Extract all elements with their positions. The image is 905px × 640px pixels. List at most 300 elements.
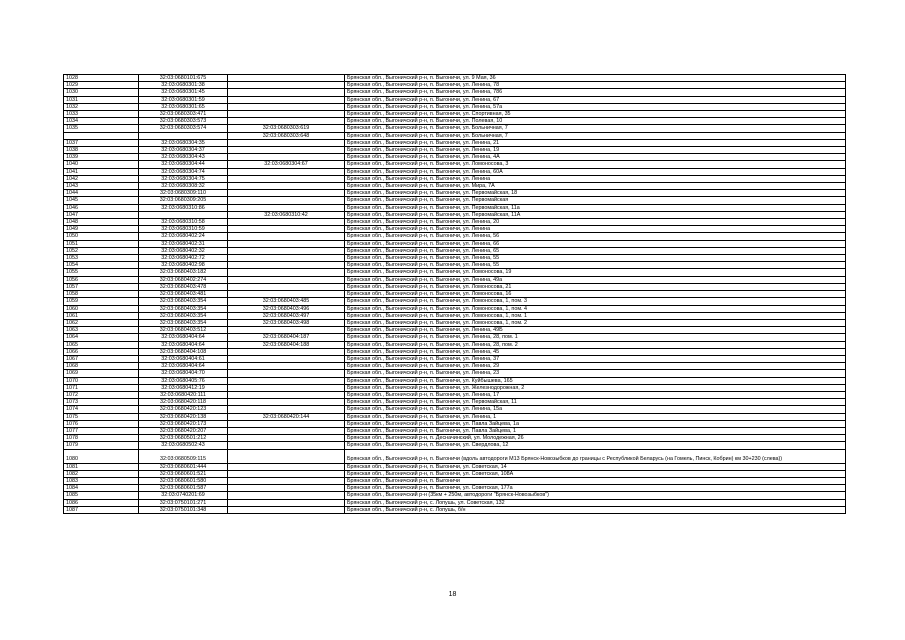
address: Брянская обл., Выгоничский р-н, п. Выгоничи, ул. Больничная, 7 bbox=[345, 125, 846, 132]
cadastral-number: 32:03:0680403:512 bbox=[139, 327, 228, 334]
row-number: 1061 bbox=[64, 312, 139, 319]
related-cadastral-number bbox=[228, 492, 345, 499]
row-number bbox=[64, 132, 139, 139]
cadastral-number: 32:03:0680301:45 bbox=[139, 89, 228, 96]
cadastral-number: 32:03:0680601:521 bbox=[139, 470, 228, 477]
related-cadastral-number: 32:03:0680304:67 bbox=[228, 161, 345, 168]
table-row bbox=[64, 103, 846, 110]
row-number: 1082 bbox=[64, 470, 139, 477]
table-row bbox=[64, 327, 846, 334]
address: Брянская обл., Выгоничский р-н, п. Выгоничи, ул. Ленина, 20 bbox=[345, 219, 846, 226]
row-number: 1057 bbox=[64, 283, 139, 290]
cadastral-number: 32:03:0680404:108 bbox=[139, 348, 228, 355]
cadastral-number: 32:03:0680303:574 bbox=[139, 125, 228, 132]
table-row bbox=[64, 111, 846, 118]
row-number: 1060 bbox=[64, 305, 139, 312]
address: Брянская обл., Выгоничский р-н, п. Выгоничи, ул. Ломоносова, 1, пом. 2 bbox=[345, 319, 846, 326]
related-cadastral-number bbox=[228, 348, 345, 355]
table-row bbox=[64, 283, 846, 290]
address: Брянская обл., Выгоничский р-н, п. Выгоничи, ул. 9 Мая, 36 bbox=[345, 75, 846, 82]
table-row bbox=[64, 406, 846, 413]
related-cadastral-number bbox=[228, 420, 345, 427]
address: Брянская обл., Выгоничский р-н, п. Выгоничи, ул. Ленина, 66 bbox=[345, 240, 846, 247]
row-number: 1030 bbox=[64, 89, 139, 96]
table-row bbox=[64, 341, 846, 348]
cadastral-number: 32:03:0680420:118 bbox=[139, 399, 228, 406]
table-row bbox=[64, 298, 846, 305]
address: Брянская обл., Выгоничский р-н, п. Выгоничи, ул. Ленина, 49Б bbox=[345, 327, 846, 334]
cadastral-number: 32:03:0680304:37 bbox=[139, 147, 228, 154]
table-row bbox=[64, 442, 846, 449]
related-cadastral-number bbox=[228, 427, 345, 434]
related-cadastral-number: 32:03:0680403:496 bbox=[228, 305, 345, 312]
related-cadastral-number bbox=[228, 175, 345, 182]
table-row bbox=[64, 89, 846, 96]
row-number: 1029 bbox=[64, 82, 139, 89]
cadastral-number: 32:03:0680403:354 bbox=[139, 312, 228, 319]
row-number: 1076 bbox=[64, 420, 139, 427]
related-cadastral-number bbox=[228, 370, 345, 377]
table-row bbox=[64, 190, 846, 197]
cadastral-number: 32:03:0680404:61 bbox=[139, 355, 228, 362]
address: Брянская обл., Выгоничский р-н, п. Выгоничи, ул. Ленина, 19 bbox=[345, 147, 846, 154]
cadastral-number: 32:03:0680420:111 bbox=[139, 391, 228, 398]
row-number: 1081 bbox=[64, 463, 139, 470]
table-row bbox=[64, 470, 846, 477]
related-cadastral-number bbox=[228, 391, 345, 398]
related-cadastral-number bbox=[228, 103, 345, 110]
related-cadastral-number bbox=[228, 506, 345, 513]
related-cadastral-number bbox=[228, 377, 345, 384]
row-number: 1028 bbox=[64, 75, 139, 82]
address: Брянская обл., Выгоничский р-н, п. Выгоничи, ул. Советская, 14 bbox=[345, 463, 846, 470]
related-cadastral-number bbox=[228, 247, 345, 254]
table-row bbox=[64, 233, 846, 240]
address: Брянская обл., Выгоничский р-н (35км + 250м, автодороги "Брянск-Новозыбков") bbox=[345, 492, 846, 499]
cadastral-number: 32:03:0680403:478 bbox=[139, 283, 228, 290]
address: Брянская обл., Выгоничский р-н, п. Выгоничи, ул. Ленина bbox=[345, 175, 846, 182]
row-number: 1032 bbox=[64, 103, 139, 110]
address: Брянская обл., Выгоничский р-н, п. Выгоничи, ул. Железнодорожная, 2 bbox=[345, 384, 846, 391]
related-cadastral-number bbox=[228, 240, 345, 247]
cadastral-number: 32:03:0680402:31 bbox=[139, 240, 228, 247]
table-row bbox=[64, 499, 846, 506]
related-cadastral-number bbox=[228, 435, 345, 442]
table-row bbox=[64, 147, 846, 154]
related-cadastral-number bbox=[228, 477, 345, 484]
row-number: 1043 bbox=[64, 183, 139, 190]
table-row bbox=[64, 334, 846, 341]
table-row bbox=[64, 82, 846, 89]
row-number: 1038 bbox=[64, 147, 139, 154]
related-cadastral-number: 32:03:0680403:485 bbox=[228, 298, 345, 305]
address: Брянская обл., Выгоничский р-н, п. Выгоничи, ул. Ленина, 1 bbox=[345, 413, 846, 420]
address: Брянская обл., Выгоничский р-н, п. Выгоничи, ул. Павла Зайцева, 1а bbox=[345, 420, 846, 427]
table-row bbox=[64, 255, 846, 262]
cadastral-number bbox=[139, 211, 228, 218]
related-cadastral-number bbox=[228, 75, 345, 82]
cadastral-number: 32:03:0680301:59 bbox=[139, 96, 228, 103]
address: Брянская обл., Выгоничский р-н, п. Выгоничи, ул. Ломоносова, 1, пом. 4 bbox=[345, 305, 846, 312]
cadastral-number: 32:03:0680420:138 bbox=[139, 413, 228, 420]
cadastral-number: 32:03:0680308:32 bbox=[139, 183, 228, 190]
table-row bbox=[64, 449, 846, 463]
table-row bbox=[64, 139, 846, 146]
cadastral-number: 32:03:0680404:64 bbox=[139, 341, 228, 348]
row-number: 1045 bbox=[64, 197, 139, 204]
address: Брянская обл., Выгоничский р-н, п. Выгоничи, ул. Советская, 108А bbox=[345, 470, 846, 477]
related-cadastral-number bbox=[228, 499, 345, 506]
table-row bbox=[64, 506, 846, 513]
row-number: 1085 bbox=[64, 492, 139, 499]
table-row bbox=[64, 370, 846, 377]
related-cadastral-number bbox=[228, 89, 345, 96]
address: Брянская обл., Выгоничский р-н, с. Лопушь, б/н bbox=[345, 506, 846, 513]
table-row bbox=[64, 125, 846, 132]
related-cadastral-number: 32:03:0680310:42 bbox=[228, 211, 345, 218]
table-row bbox=[64, 348, 846, 355]
related-cadastral-number bbox=[228, 442, 345, 449]
address: Брянская обл., Выгоничский р-н, п. Выгоничи, ул. Свердлова, 12 bbox=[345, 442, 846, 449]
address: Брянская обл., Выгоничский р-н, п. Выгоничи, ул. Ленина, 28, пом. 2 bbox=[345, 341, 846, 348]
address: Брянская обл., Выгоничский р-н, п. Выгоничи, ул. Ломоносова, 1, пом. 3 bbox=[345, 298, 846, 305]
address: Брянская обл., Выгоничский р-н, п. Выгоничи, ул. Ломоносова, 19 bbox=[345, 269, 846, 276]
address: Брянская обл., Выгоничский р-н, п. Выгоничи, ул. Ленина, 28, пом. 1 bbox=[345, 334, 846, 341]
table-row bbox=[64, 477, 846, 484]
address: Брянская обл., Выгоничский р-н, п. Выгоничи, ул. Ленина, 78 bbox=[345, 82, 846, 89]
cadastral-number: 32:03:0680404:64 bbox=[139, 363, 228, 370]
address: Брянская обл., Выгоничский р-н, п. Выгоничи, ул. Ленина bbox=[345, 226, 846, 233]
table-row bbox=[64, 276, 846, 283]
address: Брянская обл., Выгоничский р-н, п. Выгоничи, ул. Больничная, 7 bbox=[345, 132, 846, 139]
table-row bbox=[64, 485, 846, 492]
address: Брянская обл., Выгоничский р-н, п. Выгоничи, ул. Павла Зайцева, 1 bbox=[345, 427, 846, 434]
address: Брянская обл., Выгоничский р-н, п. Выгоничи, ул. Ленина, 29 bbox=[345, 363, 846, 370]
related-cadastral-number: 32:03:0680420:144 bbox=[228, 413, 345, 420]
page-number: 18 bbox=[448, 591, 457, 598]
row-number: 1071 bbox=[64, 384, 139, 391]
address: Брянская обл., Выгоничский р-н, п. Выгоничи, ул. Ломоносова, 21 bbox=[345, 283, 846, 290]
address: Брянская обл., Выгоничский р-н, п. Выгоничи (вдоль автодороги М13 Брянск-Новозыбков до границы с Республикой Беларусь (на Гомель, Пинск, Кобрин) км 30+230 (слева)) bbox=[345, 449, 846, 463]
table-row bbox=[64, 219, 846, 226]
row-number: 1049 bbox=[64, 226, 139, 233]
row-number: 1083 bbox=[64, 477, 139, 484]
row-number: 1067 bbox=[64, 355, 139, 362]
address: Брянская обл., Выгоничский р-н, п. Выгоничи, ул. Куйбышева, 165 bbox=[345, 377, 846, 384]
row-number: 1074 bbox=[64, 406, 139, 413]
row-number: 1051 bbox=[64, 240, 139, 247]
table-row bbox=[64, 240, 846, 247]
address: Брянская обл., Выгоничский р-н, п. Выгоничи bbox=[345, 477, 846, 484]
related-cadastral-number bbox=[228, 147, 345, 154]
cadastral-number: 32:03:0680403:354 bbox=[139, 305, 228, 312]
table-row bbox=[64, 363, 846, 370]
table-row bbox=[64, 420, 846, 427]
table-row bbox=[64, 154, 846, 161]
cadastral-number: 32:03:0680405:76 bbox=[139, 377, 228, 384]
table-row bbox=[64, 132, 846, 139]
table-row bbox=[64, 168, 846, 175]
address: Брянская обл., Выгоничский р-н, п. Выгоничи, ул. Первомайская bbox=[345, 197, 846, 204]
address: Брянская обл., Выгоничский р-н, п. Выгоничи, ул. Ленина, 786 bbox=[345, 89, 846, 96]
related-cadastral-number bbox=[228, 262, 345, 269]
table-row bbox=[64, 399, 846, 406]
table-row bbox=[64, 262, 846, 269]
row-number: 1065 bbox=[64, 341, 139, 348]
table-row bbox=[64, 183, 846, 190]
row-number: 1037 bbox=[64, 139, 139, 146]
row-number: 1077 bbox=[64, 427, 139, 434]
cadastral-number: 32:03:0680402:72 bbox=[139, 255, 228, 262]
related-cadastral-number bbox=[228, 82, 345, 89]
row-number: 1031 bbox=[64, 96, 139, 103]
cadastral-number: 32:03:0680402:98 bbox=[139, 262, 228, 269]
related-cadastral-number bbox=[228, 485, 345, 492]
related-cadastral-number: 32:03:0680303:648 bbox=[228, 132, 345, 139]
cadastral-number: 32:03:0680601:587 bbox=[139, 485, 228, 492]
related-cadastral-number bbox=[228, 139, 345, 146]
table-row bbox=[64, 319, 846, 326]
related-cadastral-number bbox=[228, 168, 345, 175]
address: Брянская обл., Выгоничский р-н, п. Выгоничи, ул. Ленина, 37 bbox=[345, 355, 846, 362]
related-cadastral-number: 32:03:0680403:498 bbox=[228, 319, 345, 326]
cadastral-number: 32:03:0680310:58 bbox=[139, 219, 228, 226]
row-number: 1086 bbox=[64, 499, 139, 506]
related-cadastral-number bbox=[228, 204, 345, 211]
related-cadastral-number bbox=[228, 190, 345, 197]
address: Брянская обл., Выгоничский р-н, п. Десначинский, ул. Молодежная, 26 bbox=[345, 435, 846, 442]
address: Брянская обл., Выгоничский р-н, п. Выгоничи, ул. Ленина, 23 bbox=[345, 370, 846, 377]
table-body bbox=[64, 75, 846, 514]
address: Брянская обл., Выгоничский р-н, п. Выгоничи, ул. Ленина, 67 bbox=[345, 96, 846, 103]
cadastral-number: 32:03:0680310:86 bbox=[139, 204, 228, 211]
address: Брянская обл., Выгоничский р-н, п. Выгоничи, ул. Спортивная, 35 bbox=[345, 111, 846, 118]
cadastral-number: 32:03:0680420:173 bbox=[139, 420, 228, 427]
related-cadastral-number bbox=[228, 183, 345, 190]
address: Брянская обл., Выгоничский р-н, п. Выгоничи, ул. Первомайская, 11а bbox=[345, 204, 846, 211]
related-cadastral-number bbox=[228, 255, 345, 262]
related-cadastral-number: 32:03:0680404:188 bbox=[228, 341, 345, 348]
table-row bbox=[64, 413, 846, 420]
row-number: 1064 bbox=[64, 334, 139, 341]
row-number: 1073 bbox=[64, 399, 139, 406]
related-cadastral-number bbox=[228, 327, 345, 334]
address: Брянская обл., Выгоничский р-н, п. Выгоничи, ул. Ленина, 57а bbox=[345, 103, 846, 110]
table-row bbox=[64, 355, 846, 362]
row-number: 1053 bbox=[64, 255, 139, 262]
cadastral-number: 32:03:0750101:348 bbox=[139, 506, 228, 513]
table-row bbox=[64, 384, 846, 391]
address: Брянская обл., Выгоничский р-н, с. Лопушь, ул. Советская, 132 bbox=[345, 499, 846, 506]
related-cadastral-number bbox=[228, 219, 345, 226]
related-cadastral-number bbox=[228, 363, 345, 370]
row-number: 1068 bbox=[64, 363, 139, 370]
cadastral-number bbox=[139, 132, 228, 139]
related-cadastral-number bbox=[228, 283, 345, 290]
address: Брянская обл., Выгоничский р-н, п. Выгоничи, ул. Ломоносова, 1, пом. 1 bbox=[345, 312, 846, 319]
related-cadastral-number bbox=[228, 276, 345, 283]
cadastral-number: 32:03:0680304:74 bbox=[139, 168, 228, 175]
address: Брянская обл., Выгоничский р-н, п. Выгоничи, ул. Ленина, 60А bbox=[345, 168, 846, 175]
table-row bbox=[64, 118, 846, 125]
related-cadastral-number bbox=[228, 226, 345, 233]
cadastral-number: 32:03:0680412:19 bbox=[139, 384, 228, 391]
related-cadastral-number bbox=[228, 384, 345, 391]
cadastral-table bbox=[63, 74, 846, 514]
row-number: 1050 bbox=[64, 233, 139, 240]
row-number: 1066 bbox=[64, 348, 139, 355]
cadastral-number: 32:03:0680501:212 bbox=[139, 435, 228, 442]
row-number: 1075 bbox=[64, 413, 139, 420]
address: Брянская обл., Выгоничский р-н, п. Выгоничи, ул. Советская, 177а bbox=[345, 485, 846, 492]
cadastral-number: 32:03:0680403:182 bbox=[139, 269, 228, 276]
related-cadastral-number bbox=[228, 463, 345, 470]
cadastral-number: 32:03:0680402:274 bbox=[139, 276, 228, 283]
row-number: 1059 bbox=[64, 298, 139, 305]
related-cadastral-number bbox=[228, 399, 345, 406]
address: Брянская обл., Выгоничский р-н, п. Выгоничи, ул. Ленина, 55 bbox=[345, 255, 846, 262]
cadastral-number: 32:03:0680402:32 bbox=[139, 247, 228, 254]
cadastral-number: 32:03:0740201:69 bbox=[139, 492, 228, 499]
related-cadastral-number bbox=[228, 355, 345, 362]
cadastral-number: 32:03:0680601:580 bbox=[139, 477, 228, 484]
table-row bbox=[64, 291, 846, 298]
cadastral-number: 32:03:0680509:115 bbox=[139, 449, 228, 463]
address: Брянская обл., Выгоничский р-н, п. Выгоничи, ул. Ломоносова, 16 bbox=[345, 291, 846, 298]
row-number: 1072 bbox=[64, 391, 139, 398]
address: Брянская обл., Выгоничский р-н, п. Выгоничи, ул. Ломоносова, 3 bbox=[345, 161, 846, 168]
table-row bbox=[64, 463, 846, 470]
cadastral-number: 32:03:0680303:573 bbox=[139, 118, 228, 125]
table-row bbox=[64, 175, 846, 182]
related-cadastral-number bbox=[228, 118, 345, 125]
related-cadastral-number: 32:03:0680404:187 bbox=[228, 334, 345, 341]
cadastral-number: 32:03:0680402:24 bbox=[139, 233, 228, 240]
row-number: 1087 bbox=[64, 506, 139, 513]
table-row bbox=[64, 427, 846, 434]
cadastral-number: 32:03:0680301:38 bbox=[139, 82, 228, 89]
related-cadastral-number: 32:03:0680303:619 bbox=[228, 125, 345, 132]
row-number: 1063 bbox=[64, 327, 139, 334]
cadastral-number: 32:03:0680304:44 bbox=[139, 161, 228, 168]
table-row bbox=[64, 391, 846, 398]
related-cadastral-number bbox=[228, 449, 345, 463]
table-row bbox=[64, 161, 846, 168]
address: Брянская обл., Выгоничский р-н, п. Выгоничи, ул. Полевая, 10 bbox=[345, 118, 846, 125]
row-number: 1056 bbox=[64, 276, 139, 283]
table-row bbox=[64, 435, 846, 442]
related-cadastral-number bbox=[228, 96, 345, 103]
cadastral-number: 32:03:0750101:271 bbox=[139, 499, 228, 506]
row-number: 1084 bbox=[64, 485, 139, 492]
address: Брянская обл., Выгоничский р-н, п. Выгоничи, ул. Ленина, 17 bbox=[345, 391, 846, 398]
row-number: 1039 bbox=[64, 154, 139, 161]
table-row bbox=[64, 96, 846, 103]
row-number: 1040 bbox=[64, 161, 139, 168]
related-cadastral-number bbox=[228, 291, 345, 298]
related-cadastral-number bbox=[228, 233, 345, 240]
related-cadastral-number bbox=[228, 111, 345, 118]
cadastral-number: 32:03:0680420:123 bbox=[139, 406, 228, 413]
cadastral-number: 32:03:0680310:59 bbox=[139, 226, 228, 233]
table-row bbox=[64, 247, 846, 254]
related-cadastral-number bbox=[228, 470, 345, 477]
address: Брянская обл., Выгоничский р-н, п. Выгоничи, ул. Первомайская, 11А bbox=[345, 211, 846, 218]
row-number: 1079 bbox=[64, 442, 139, 449]
cadastral-number: 32:03:0680304:75 bbox=[139, 175, 228, 182]
row-number: 1055 bbox=[64, 269, 139, 276]
cadastral-number: 32:03:0680309:205 bbox=[139, 197, 228, 204]
row-number: 1044 bbox=[64, 190, 139, 197]
cadastral-number: 32:03:0680601:444 bbox=[139, 463, 228, 470]
cadastral-number: 32:03:0680301:65 bbox=[139, 103, 228, 110]
cadastral-number: 32:03:0680403:354 bbox=[139, 319, 228, 326]
related-cadastral-number bbox=[228, 269, 345, 276]
cadastral-number: 32:03:0680304:35 bbox=[139, 139, 228, 146]
table-row bbox=[64, 197, 846, 204]
row-number: 1033 bbox=[64, 111, 139, 118]
related-cadastral-number: 32:03:0680403:497 bbox=[228, 312, 345, 319]
row-number: 1046 bbox=[64, 204, 139, 211]
address: Брянская обл., Выгоничский р-н, п. Выгоничи, ул. Ленина, 56 bbox=[345, 233, 846, 240]
address: Брянская обл., Выгоничский р-н, п. Выгоничи, ул. Ленина, 21 bbox=[345, 139, 846, 146]
row-number: 1062 bbox=[64, 319, 139, 326]
address: Брянская обл., Выгоничский р-н, п. Выгоничи, ул. Первомайская, 11 bbox=[345, 399, 846, 406]
row-number: 1034 bbox=[64, 118, 139, 125]
row-number: 1078 bbox=[64, 435, 139, 442]
table-row bbox=[64, 269, 846, 276]
table-row bbox=[64, 226, 846, 233]
address: Брянская обл., Выгоничский р-н, п. Выгоничи, ул. Ленина, 49а bbox=[345, 276, 846, 283]
table-row bbox=[64, 75, 846, 82]
row-number: 1052 bbox=[64, 247, 139, 254]
related-cadastral-number bbox=[228, 154, 345, 161]
cadastral-number: 32:03:0680404:70 bbox=[139, 370, 228, 377]
table-row bbox=[64, 211, 846, 218]
cadastral-number: 32:03:0680502:43 bbox=[139, 442, 228, 449]
row-number: 1080 bbox=[64, 449, 139, 463]
address: Брянская обл., Выгоничский р-н, п. Выгоничи, ул. Первомайская, 18 bbox=[345, 190, 846, 197]
row-number: 1042 bbox=[64, 175, 139, 182]
row-number: 1048 bbox=[64, 219, 139, 226]
related-cadastral-number bbox=[228, 197, 345, 204]
row-number: 1054 bbox=[64, 262, 139, 269]
table-row bbox=[64, 305, 846, 312]
related-cadastral-number bbox=[228, 406, 345, 413]
address: Брянская обл., Выгоничский р-н, п. Выгоничи, ул. Мира, 7А bbox=[345, 183, 846, 190]
row-number: 1047 bbox=[64, 211, 139, 218]
table-row bbox=[64, 377, 846, 384]
row-number: 1058 bbox=[64, 291, 139, 298]
row-number: 1035 bbox=[64, 125, 139, 132]
table-row bbox=[64, 204, 846, 211]
cadastral-number: 32:03:0680420:207 bbox=[139, 427, 228, 434]
cadastral-number: 32:03:0680304:43 bbox=[139, 154, 228, 161]
address: Брянская обл., Выгоничский р-н, п. Выгоничи, ул. Ленина, 4А bbox=[345, 154, 846, 161]
cadastral-number: 32:03:0680303:471 bbox=[139, 111, 228, 118]
address: Брянская обл., Выгоничский р-н, п. Выгоничи, ул. Ленина, 15а bbox=[345, 406, 846, 413]
cadastral-number: 32:03:0680403:481 bbox=[139, 291, 228, 298]
address: Брянская обл., Выгоничский р-н, п. Выгоничи, ул. Ленина, 45 bbox=[345, 348, 846, 355]
cadastral-number: 32:03:0680101:675 bbox=[139, 75, 228, 82]
cadastral-number: 32:03:0680309:110 bbox=[139, 190, 228, 197]
table-row bbox=[64, 492, 846, 499]
cadastral-number: 32:03:0680403:354 bbox=[139, 298, 228, 305]
address: Брянская обл., Выгоничский р-н, п. Выгоничи, ул. Ленина, 55 bbox=[345, 262, 846, 269]
cadastral-number: 32:03:0680404:64 bbox=[139, 334, 228, 341]
table-row bbox=[64, 312, 846, 319]
row-number: 1070 bbox=[64, 377, 139, 384]
